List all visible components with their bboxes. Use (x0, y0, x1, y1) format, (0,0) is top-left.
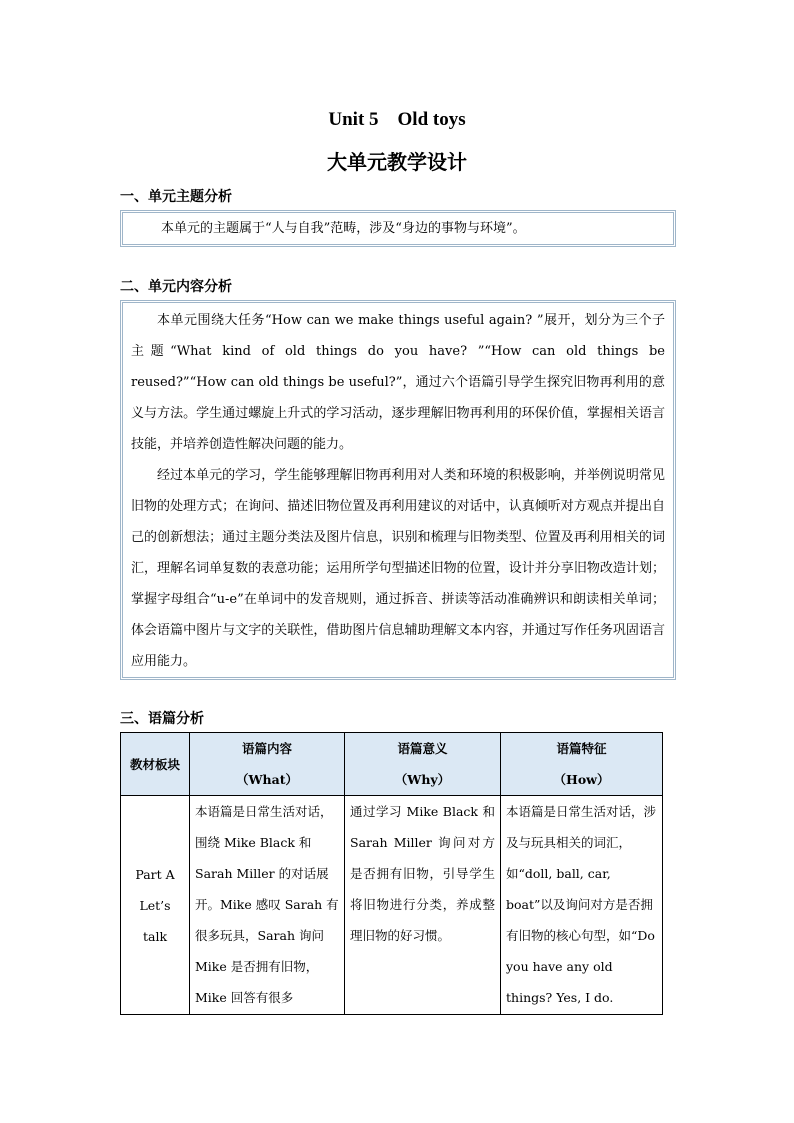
cell-how: 本语篇是日常生活对话，涉及与玩具相关的词汇，如“doll, ball, car, boat”以及询问对方是否拥有旧物的核心句型，如“Do you have any old things? Yes, I do. (501, 796, 663, 1015)
header-features-how: 语篇特征 （How） (501, 733, 663, 796)
section2-paragraph-2: 经过本单元的学习，学生能够理解旧物再利用对人类和环境的积极影响，并举例说明常见旧物的处理方式；在询问、描述旧物位置及再利用建议的对话中，认真倾听对方观点并提出自己的创新想法；通过主题分类法及图片信息，识别和梳理与旧物类型、位置及再利用相关的词汇，理解名词单复数的表意功能；运用所学句型描述旧物的位置，设计并分享旧物改造计划；掌握字母组合“u-e”在单词中的发音规则，通过拆音、拼读等活动准确辨识和朗读相关单词；体会语篇中图片与文字的关联性，借助图片信息辅助理解文本内容，并通过写作任务巩固语言应用能力。 (131, 468, 665, 669)
section2-paragraph-1: 本单元围绕大任务“How can we make things useful again? ”展开，划分为三个子主题“What kind of old things do you have? ”“How can old things be reused?”“How can old things be useful?”，通过六个语篇引导学生探究旧物再利用的意义与方法。学生通过螺旋上升式的学习活动，逐步理解旧物再利用的环保价值，掌握相关语言技能，并培养创造性解决问题的能力。 (131, 313, 665, 452)
discourse-analysis-table (120, 732, 663, 1015)
document-title: Unit 5 Old toys (328, 109, 466, 130)
table-header-row (121, 733, 663, 796)
header-textbook-part: 教材板块 (121, 733, 190, 796)
section1-box (120, 210, 676, 247)
table-row (121, 796, 663, 1015)
section1-text: 本单元的主题属于“人与自我”范畴，涉及“身边的事物与环境”。 (161, 221, 526, 236)
cell-part: Part A Let’s talk (121, 796, 190, 1015)
section2-box (120, 300, 676, 680)
cell-what: 本语篇是日常生活对话，围绕 Mike Black 和 Sarah Miller 的对话展开。Mike 感叹 Sarah 有很多玩具，Sarah 询问 Mike 是否拥有旧物，Mike 回答有很多 (190, 796, 345, 1015)
header-content-what: 语篇内容 （What） (190, 733, 345, 796)
section1-heading: 一、单元主题分析 (120, 189, 232, 205)
section3-heading: 三、语篇分析 (120, 711, 204, 727)
document-subtitle: 大单元教学设计 (327, 150, 467, 174)
section2-heading: 二、单元内容分析 (120, 279, 232, 295)
header-meaning-why: 语篇意义 （Why） (345, 733, 501, 796)
cell-why: 通过学习 Mike Black 和 Sarah Miller 询问对方是否拥有旧物，引导学生将旧物进行分类，养成整理旧物的好习惯。 (345, 796, 501, 1015)
